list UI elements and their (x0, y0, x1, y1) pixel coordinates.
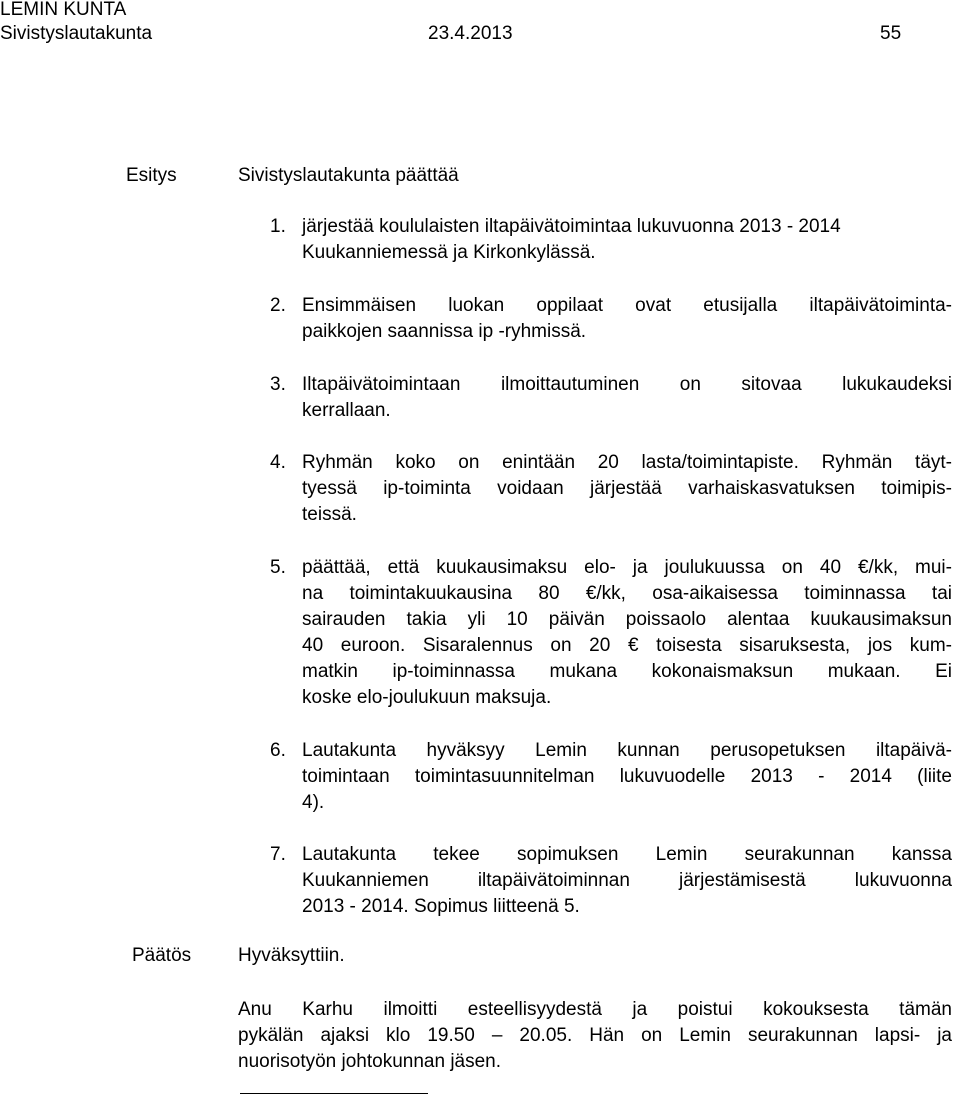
item-line: sairauden takia yli 10 päivän poissaolo alentaa kuukausimaksun (302, 609, 952, 630)
item-number: 2. (270, 295, 286, 316)
item-line: Lautakunta tekee sopimuksen Lemin seurakunnan kanssa (302, 844, 952, 865)
end-rule (240, 1093, 428, 1094)
item-line: koske elo-joulukuun maksuja. (302, 687, 552, 708)
item-line: Iltapäivätoimintaan ilmoittautuminen on sitovaa lukukaudeksi (302, 374, 952, 395)
page-number: 55 (880, 23, 902, 44)
item-number: 5. (270, 557, 286, 578)
item-line: 4). (302, 792, 325, 813)
item-number: 7. (270, 844, 286, 865)
item-line: 40 euroon. Sisaralennus on 20 € toisesta sisaruksesta, jos kum- (302, 635, 952, 656)
meeting-date: 23.4.2013 (428, 23, 513, 44)
decision-note-line: pykälän ajaksi klo 19.50 – 20.05. Hän on Lemin seurakunnan lapsi- ja (238, 1025, 952, 1046)
item-line: Lautakunta hyväksyy Lemin kunnan perusopetuksen iltapäivä- (302, 740, 952, 761)
decision-note-line: nuorisotyön johtokunnan jäsen. (238, 1051, 502, 1072)
decision-note-line: Anu Karhu ilmoitti esteellisyydestä ja poistui kokouksesta tämän (238, 999, 952, 1020)
item-number: 4. (270, 452, 286, 473)
proposal-intro: Sivistyslautakunta päättää (238, 165, 459, 186)
item-number: 1. (270, 216, 286, 237)
item-line: matkin ip-toiminnassa mukana kokonaismaksun mukaan. Ei (302, 661, 952, 682)
item-line: järjestää koululaisten iltapäivätoimintaa lukuvuonna 2013 - 2014 (302, 216, 841, 237)
item-number: 6. (270, 740, 286, 761)
board-name: Sivistyslautakunta (0, 23, 153, 44)
item-line: tyessä ip-toiminta voidaan järjestää varhaiskasvatuksen toimipis- (302, 478, 952, 499)
item-line: paikkojen saannissa ip -ryhmissä. (302, 321, 587, 342)
item-line: Kuukanniemen iltapäivätoiminnan järjestämisestä lukuvuonna (302, 870, 952, 891)
item-line: päättää, että kuukausimaksu elo- ja joulukuussa on 40 €/kk, mui- (302, 557, 952, 578)
item-line: na toimintakuukausina 80 €/kk, osa-aikaisessa toiminnassa tai (302, 583, 952, 604)
decision-label: Päätös (132, 945, 192, 966)
item-line: Kuukanniemessä ja Kirkonkylässä. (302, 242, 596, 263)
item-line: toimintaan toimintasuunnitelman lukuvuodelle 2013 - 2014 (liite (302, 766, 952, 787)
proposal-label: Esitys (126, 165, 177, 186)
item-line: 2013 - 2014. Sopimus liitteenä 5. (302, 896, 580, 917)
item-number: 3. (270, 374, 286, 395)
decision-text: Hyväksyttiin. (238, 945, 345, 966)
item-line: Ryhmän koko on enintään 20 lasta/toimintapiste. Ryhmän täyt- (302, 452, 952, 473)
item-line: teissä. (302, 504, 357, 525)
municipality-name: LEMIN KUNTA (0, 0, 127, 20)
item-line: Ensimmäisen luokan oppilaat ovat etusijalla iltapäivätoiminta- (302, 295, 952, 316)
item-line: kerrallaan. (302, 400, 391, 421)
